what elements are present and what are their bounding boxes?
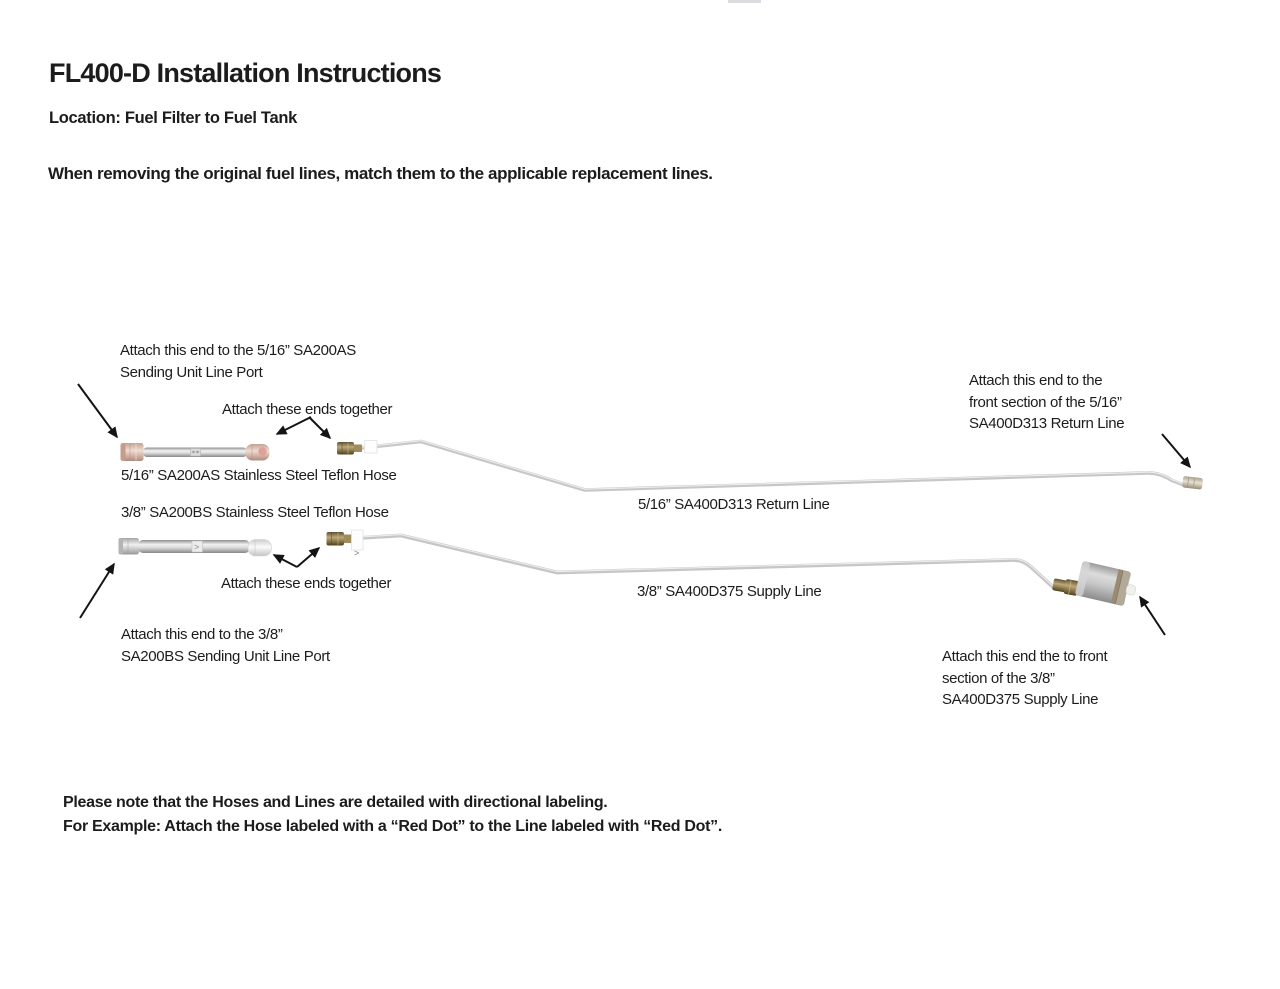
annotation-attach-ends-bottom: Attach these ends together	[221, 575, 392, 592]
return-line-direction-tag	[365, 441, 378, 454]
location-subtitle: Location: Fuel Filter to Fuel Tank	[49, 109, 297, 127]
arrow-to-hose1-left-end	[78, 384, 117, 437]
supply-tag-direction-mark: >	[354, 548, 360, 558]
footer-note-line1: Please note that the Hoses and Lines are detailed with directional labeling.	[63, 794, 608, 811]
hose2-left-fitting	[119, 538, 140, 555]
arrow-bottom-to-hose2-right-end	[274, 555, 297, 567]
arrow-to-hose2-left-end	[80, 564, 114, 618]
label-return-line: 5/16” SA400D313 Return Line	[638, 496, 830, 513]
annotation-line: SA400D375 Supply Line	[942, 691, 1099, 708]
annotation-line: SA200BS Sending Unit Line Port	[121, 647, 330, 665]
supply-line-direction-tag	[352, 530, 364, 550]
return-line-start-fitting	[337, 442, 362, 455]
annotation-line: Attach this end to the	[969, 372, 1103, 389]
return-line-tube	[361, 441, 1184, 490]
footer-note	[63, 791, 722, 839]
fuel-filter	[1075, 561, 1139, 608]
annotation-supply-line-end	[942, 646, 1107, 711]
annotation-line: SA400D313 Return Line	[969, 415, 1125, 432]
page-title: FL400-D Installation Instructions	[49, 58, 442, 88]
supply-line-tube	[350, 535, 1054, 588]
annotation-line: Attach this end to the 3/8”	[121, 626, 283, 643]
supply-line-start-fitting	[327, 532, 352, 546]
label-hose1: 5/16” SA200AS Stainless Steel Teflon Hose	[121, 467, 397, 484]
footer-note-line2: For Example: Attach the Hose labeled with a “Red Dot” to the Line labeled with “Red Dot”.	[63, 818, 723, 835]
supply-line-end-fitting	[1052, 577, 1079, 596]
intro-instruction: When removing the original fuel lines, match them to the applicable replacement lines.	[48, 164, 713, 183]
annotation-line: Attach this end to the 5/16” SA200AS	[120, 342, 356, 359]
hose1-right-fitting	[246, 444, 270, 461]
label-hose2: 3/8” SA200BS Stainless Steel Teflon Hose	[121, 504, 389, 521]
hose2-right-fitting	[248, 540, 272, 557]
annotation-attach-ends-top: Attach these ends together	[222, 401, 393, 418]
hose-5-16-sa200as	[121, 443, 270, 461]
arrow-bottom-to-supply-line-start	[297, 548, 319, 567]
hose-3-8-sa200bs	[119, 538, 272, 556]
arrow-to-return-line-end	[1162, 434, 1190, 467]
annotation-line: front section of the 5/16”	[969, 393, 1122, 411]
hose1-left-fitting	[121, 443, 144, 461]
hose2-direction-mark: >	[194, 542, 200, 552]
label-supply-line: 3/8” SA400D375 Supply Line	[637, 583, 822, 600]
annotation-line: Sending Unit Line Port	[120, 363, 263, 381]
annotation-return-line-end	[969, 370, 1124, 435]
annotation-line: Attach this end the to front	[942, 648, 1108, 665]
annotation-line: section of the 3/8”	[942, 669, 1055, 687]
arrow-to-fuel-filter-end	[1140, 597, 1165, 635]
annotation-hose2-port	[121, 624, 330, 667]
return-line-end-fitting	[1182, 476, 1203, 490]
hose1-red-dot-label	[258, 447, 266, 455]
annotation-hose1-port	[120, 340, 356, 383]
